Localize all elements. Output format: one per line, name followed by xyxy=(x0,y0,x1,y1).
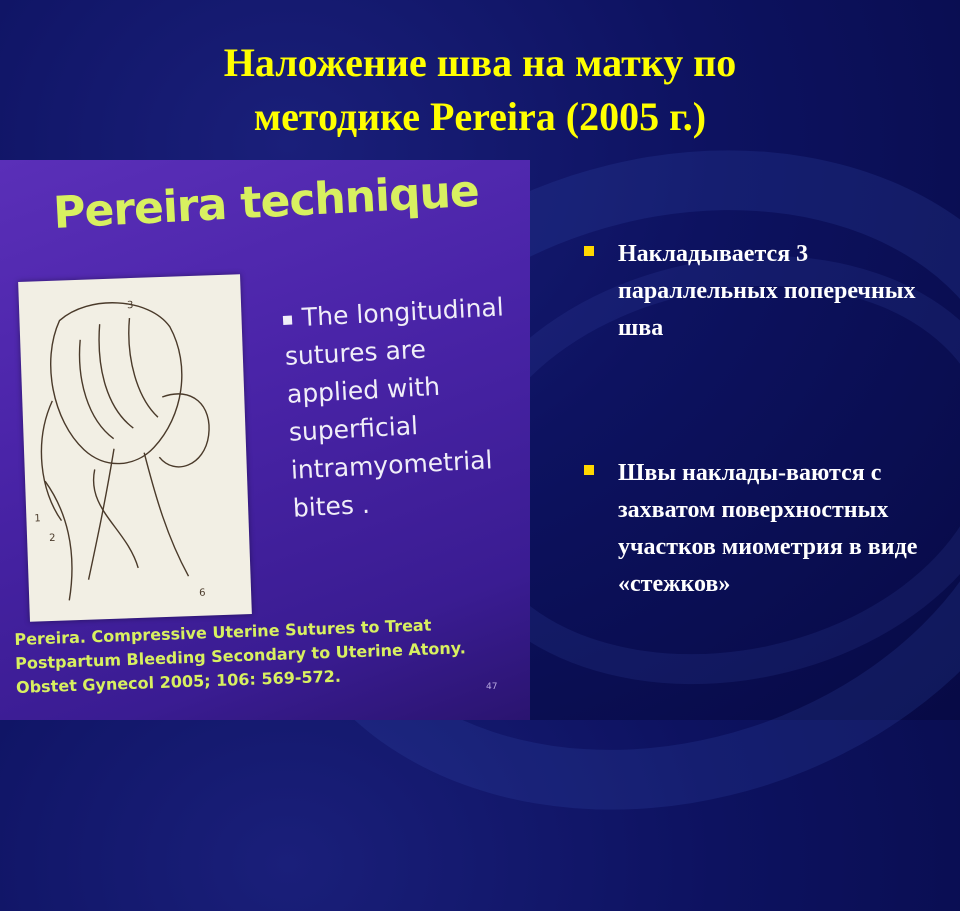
illus-label-1: 1 xyxy=(34,513,41,525)
uterus-illustration xyxy=(18,274,252,622)
illus-label-6: 6 xyxy=(198,587,206,599)
bullet-square-icon xyxy=(584,246,594,256)
photo-bullet-marker xyxy=(283,315,292,324)
slide-photo xyxy=(0,160,530,720)
bullet-text: Швы наклады-ваются с захватом поверхностных участков миометрия в виде «стежков» xyxy=(618,460,918,597)
bullet-square-icon xyxy=(584,465,594,475)
slide-title-line2: методике Pereira (2005 г.) xyxy=(253,94,707,139)
bullet-list xyxy=(580,236,940,603)
photo-heading: Pereira technique xyxy=(52,165,480,239)
photo-bullet xyxy=(282,287,530,527)
illus-label-3: 3 xyxy=(126,299,134,312)
slide-title-line1: Наложение шва на матку по xyxy=(223,40,737,85)
photo-reference: Pereira. Compressive Uterine Sutures to Treat Postpartum Bleeding Secondary to Uterine Atony. Obstet Gynecol 2005; 106: 569-572. xyxy=(14,615,467,697)
bullet-item xyxy=(580,236,940,347)
slide-title xyxy=(120,36,840,144)
uterus-drawing xyxy=(18,274,252,622)
illus-label-2: 2 xyxy=(48,532,56,545)
photo-page-number: 47 xyxy=(486,682,498,692)
bullet-item xyxy=(580,455,940,603)
photo-bullet-text: The longitudinal sutures are applied with superficial intramyometrial bites . xyxy=(284,292,505,523)
bullet-text: Накладывается 3 параллельных поперечных шва xyxy=(618,241,916,341)
